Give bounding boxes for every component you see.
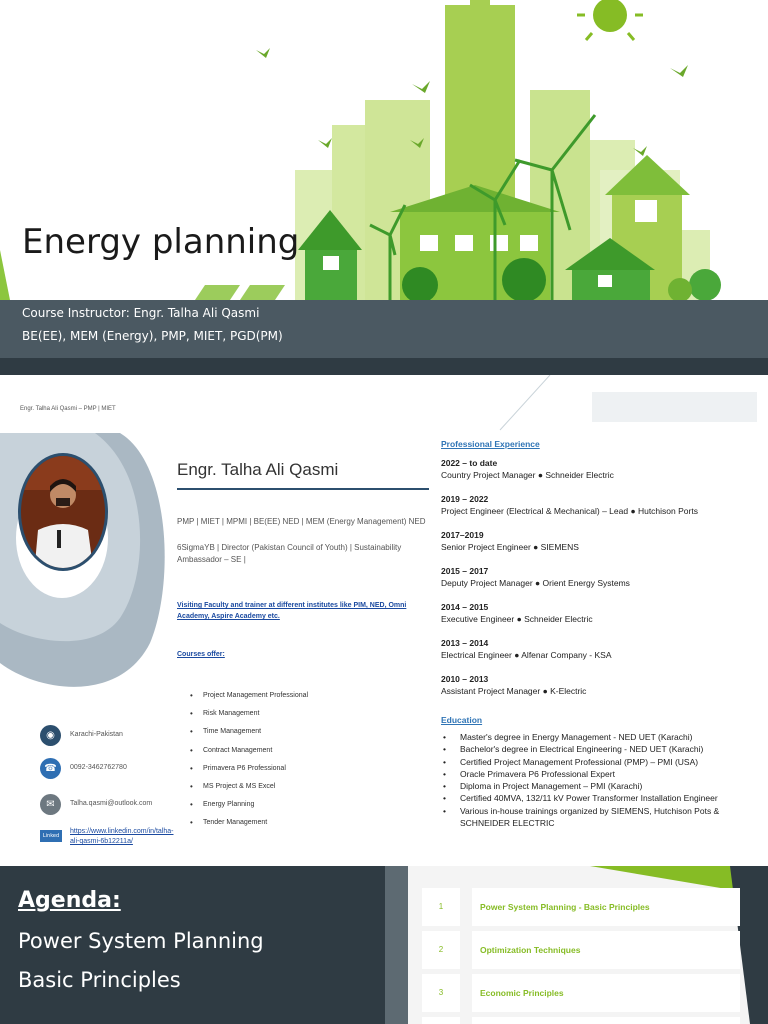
list-item: • Time Management: [190, 728, 308, 746]
list-item: • Various in-house trainings organized by SIEMENS, Hutchison Pots & SCHNEIDER ELECTRIC: [441, 805, 763, 830]
contact-location: ◉ Karachi-Pakistan: [40, 725, 61, 746]
list-item: 2017–2019 Senior Project Engineer ● SIEMENS: [441, 530, 579, 552]
linkedin-icon: Linked in: [40, 830, 62, 842]
list-item: 2010 – 2013 Assistant Project Manager ● K-Electric: [441, 674, 587, 696]
agenda-slide: [0, 866, 768, 1024]
credentials-line: BE(EE), MEM (Energy), PMP, MIET, PGD(PM): [22, 329, 283, 343]
roles: 6SigmaYB | Director (Pakistan Council of Youth) | Sustainability Ambassador – SE |: [177, 543, 402, 564]
list-item: 2013 – 2014 Electrical Engineer ● Alfenar Company - KSA: [441, 638, 612, 660]
agenda-number-partial: [422, 1017, 460, 1024]
profile-photo: [16, 450, 111, 575]
agenda-item-partial: [472, 1017, 740, 1024]
solar-panel-icons: [195, 285, 285, 300]
visiting-faculty-link[interactable]: Visiting Faculty and trainer at different institutes like PIM, NED, Omni Academy, Aspire Academy etc.: [177, 602, 407, 620]
qualifications: PMP | MIET | MPMI | BE(EE) NED | MEM (Energy Management) NED: [177, 517, 426, 526]
agenda-item[interactable]: Optimization Techniques: [472, 931, 740, 969]
list-item: • Risk Management: [190, 710, 308, 728]
agenda-subtitle-line1: Power System Planning: [18, 929, 264, 953]
agenda-number: 1: [422, 888, 460, 926]
list-item: • Bachelor's degree in Electrical Engineering - NED UET (Karachi): [441, 743, 763, 755]
list-item: • Contract Management: [190, 747, 308, 765]
list-item: 2022 – to date Country Project Manager ● Schneider Electric: [441, 458, 614, 480]
courses-list: [190, 692, 308, 838]
linkedin-link[interactable]: https://www.linkedin.com/in/talha-ali-qasmi-6b12211a/: [70, 828, 174, 845]
left-green-wedge: [0, 250, 10, 300]
list-item: • Tender Management: [190, 819, 308, 837]
agenda-title: Agenda:: [18, 888, 121, 913]
email-icon: ✉: [40, 794, 61, 815]
courses-heading: Courses offer:: [177, 651, 225, 658]
experience-heading: Professional Experience: [441, 439, 540, 449]
list-item: • Project Management Professional: [190, 692, 308, 710]
contact-email: ✉ Talha.qasmi@outlook.com: [40, 794, 61, 815]
header-text: Engr. Talha Ali Qasmi – PMP | MIET: [20, 406, 116, 412]
list-item: • Energy Planning: [190, 801, 308, 819]
education-heading: Education: [441, 715, 483, 725]
list-item: • Certified 40MVA, 132/11 kV Power Transformer Installation Engineer: [441, 792, 763, 804]
list-item: • Diploma in Project Management – PMI (Karachi): [441, 780, 763, 792]
list-item: 2014 – 2015 Executive Engineer ● Schneider Electric: [441, 602, 593, 624]
list-item: • MS Project & MS Excel: [190, 783, 308, 801]
profile-slide: [0, 375, 768, 865]
list-item: • Oracle Primavera P6 Professional Expert: [441, 768, 763, 780]
name-underline: [177, 488, 429, 490]
education-list: [441, 731, 763, 829]
phone-icon: ☎: [40, 758, 61, 779]
list-item: • Master's degree in Energy Management - NED UET (Karachi): [441, 731, 763, 743]
header-box: [592, 392, 757, 422]
agenda-subtitle-line2: Basic Principles: [18, 968, 181, 992]
agenda-item[interactable]: Economic Principles: [472, 974, 740, 1012]
list-item: • Primavera P6 Professional: [190, 765, 308, 783]
list-item: • Certified Project Management Professional (PMP) – PMI (USA): [441, 756, 763, 768]
slide-title: Energy planning: [22, 222, 300, 262]
contact-phone: ☎ 0092-3462762780: [40, 758, 61, 779]
agenda-number: 2: [422, 931, 460, 969]
list-item: 2015 – 2017 Deputy Project Manager ● Orient Energy Systems: [441, 566, 630, 588]
agenda-number: 3: [422, 974, 460, 1012]
list-item: 2019 – 2022 Project Engineer (Electrical & Mechanical) – Lead ● Hutchison Ports: [441, 494, 698, 516]
presenter-name: Engr. Talha Ali Qasmi: [177, 460, 339, 479]
title-slide: [0, 0, 768, 375]
instructor-line: Course Instructor: Engr. Talha Ali Qasmi: [22, 306, 260, 320]
divider-strip: [385, 866, 408, 1024]
location-icon: ◉: [40, 725, 61, 746]
sun-icon: [593, 0, 627, 32]
agenda-item[interactable]: Power System Planning - Basic Principles: [472, 888, 740, 926]
experience-list: [441, 457, 763, 709]
